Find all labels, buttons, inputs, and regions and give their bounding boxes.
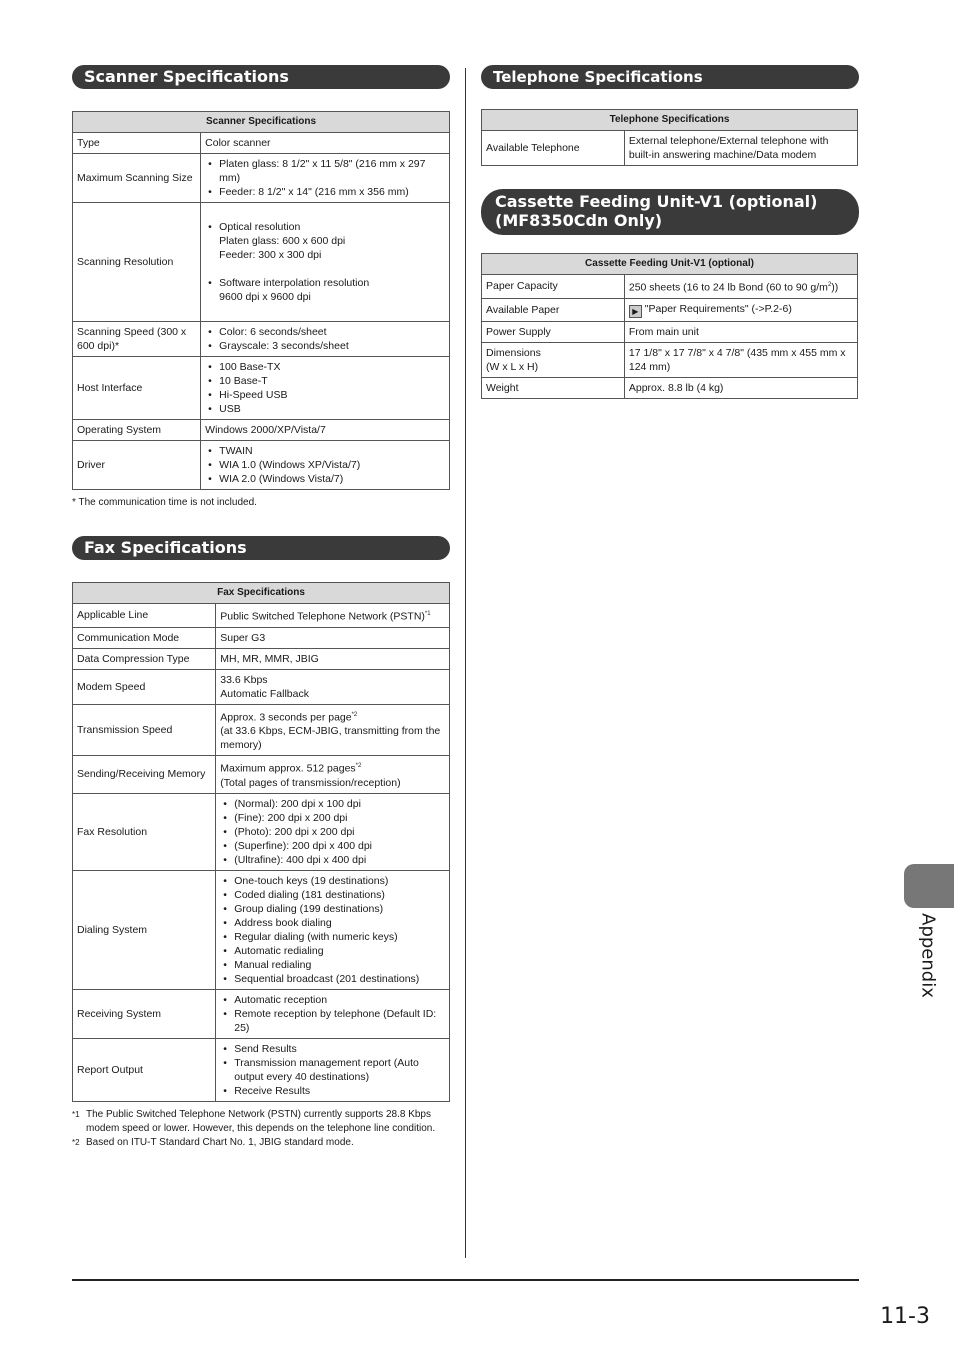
- row-label: Dimensions (W x L x H): [482, 342, 625, 377]
- list-item: • USB: [219, 402, 445, 416]
- row-value: [624, 298, 857, 321]
- footnote-mark: *2: [72, 1137, 80, 1147]
- row-label: Applicable Line: [73, 604, 216, 628]
- list-item: • Color: 6 seconds/sheet: [219, 325, 445, 339]
- table-row: [73, 203, 450, 322]
- footnote-ref: *2: [351, 711, 358, 718]
- cassette-heading: Cassette Feeding Unit-V1 (optional) (MF8350Cdn Only): [481, 189, 859, 235]
- row-label: Available Paper: [482, 298, 625, 321]
- footnote-ref: *2: [355, 763, 362, 769]
- table-row: [482, 275, 858, 299]
- list-item: • Manual redialing: [234, 958, 445, 972]
- table-row: [73, 756, 450, 794]
- value-text: Approx. 3 seconds per page: [220, 711, 352, 723]
- table-row: [73, 441, 450, 490]
- list-item: • (Normal): 200 dpi x 100 dpi: [234, 797, 445, 811]
- row-value: From main unit: [624, 321, 857, 342]
- table-row: [482, 377, 858, 398]
- list-item: • Regular dialing (with numeric keys): [234, 930, 445, 944]
- list-item: • TWAIN: [219, 444, 445, 458]
- row-label: Driver: [73, 441, 201, 490]
- row-value: 33.6 Kbps Automatic Fallback: [216, 669, 450, 704]
- row-label: Host Interface: [73, 357, 201, 420]
- row-label: Sending/Receiving Memory: [73, 756, 216, 794]
- list-item: • 100 Base-TX: [219, 360, 445, 374]
- table-row: [73, 322, 450, 357]
- cassette-table: [481, 253, 858, 399]
- list-item: • (Fine): 200 dpi x 200 dpi: [234, 811, 445, 825]
- table-row: [482, 342, 858, 377]
- list-item: • Automatic redialing: [234, 944, 445, 958]
- list-item: • Grayscale: 3 seconds/sheet: [219, 339, 445, 353]
- row-value: 17 1/8" x 17 7/8" x 4 7/8" (435 mm x 455 mm x 124 mm): [624, 342, 857, 377]
- row-value: [216, 604, 450, 628]
- scanner-table: [72, 111, 450, 490]
- row-label: Power Supply: [482, 321, 625, 342]
- row-label: Communication Mode: [73, 627, 216, 648]
- table-row: [482, 321, 858, 342]
- fax-table: [72, 582, 450, 1102]
- table-row: [73, 669, 450, 704]
- row-label: Scanning Speed (300 x 600 dpi)*: [73, 322, 201, 357]
- row-label: Report Output: [73, 1038, 216, 1101]
- table-row: [73, 989, 450, 1038]
- table-row: [73, 648, 450, 669]
- footer-rule: [72, 1279, 859, 1281]
- row-value: Windows 2000/XP/Vista/7: [201, 420, 450, 441]
- scanner-table-title: Scanner Specifications: [73, 112, 450, 133]
- table-row: [482, 131, 858, 166]
- list-item: • Transmission management report (Auto output every 40 destinations): [234, 1056, 445, 1084]
- row-label: Dialing System: [73, 870, 216, 989]
- row-label: Weight: [482, 377, 625, 398]
- row-value: [216, 704, 450, 756]
- row-label: Modem Speed: [73, 669, 216, 704]
- row-value: Super G3: [216, 627, 450, 648]
- table-row: [73, 420, 450, 441]
- list-item: • Address book dialing: [234, 916, 445, 930]
- list-item: • Platen glass: 8 1/2" x 11 5/8" (216 mm x 297 mm): [219, 157, 445, 185]
- footnote-ref: *1: [424, 611, 431, 617]
- list-item: • Send Results: [234, 1042, 445, 1056]
- row-value: Approx. 8.8 lb (4 kg): [624, 377, 857, 398]
- table-row: [73, 870, 450, 989]
- list-item: • (Ultrafine): 400 dpi x 400 dpi: [234, 853, 445, 867]
- list-item: • Software interpolation resolution 9600 dpi x 9600 dpi: [219, 276, 445, 304]
- scanner-heading: Scanner Specifications: [72, 65, 450, 89]
- row-label: Maximum Scanning Size: [73, 154, 201, 203]
- list-item: • Coded dialing (181 destinations): [234, 888, 445, 902]
- row-label: Operating System: [73, 420, 201, 441]
- row-label: Available Telephone: [482, 131, 625, 166]
- left-column: [72, 65, 450, 1150]
- superscript: 2: [827, 282, 832, 288]
- row-label: Data Compression Type: [73, 648, 216, 669]
- link-arrow-icon: ▶: [629, 305, 642, 318]
- list-item: • (Photo): 200 dpi x 200 dpi: [234, 825, 445, 839]
- table-row: [482, 298, 858, 321]
- table-row: [73, 133, 450, 154]
- list-item: • Feeder: 8 1/2" x 14" (216 mm x 356 mm): [219, 185, 445, 199]
- value-text: (Total pages of transmission/reception): [220, 776, 401, 789]
- table-row: [73, 357, 450, 420]
- fax-footnote: [72, 1108, 450, 1136]
- list-item: • Group dialing (199 destinations): [234, 902, 445, 916]
- table-row: [73, 154, 450, 203]
- value-text: 250 sheets (16 to 24 lb Bond (60 to 90 g/m: [628, 281, 828, 294]
- row-value: MH, MR, MMR, JBIG: [216, 648, 450, 669]
- row-value: Color scanner: [201, 133, 450, 154]
- row-label: Receiving System: [73, 989, 216, 1038]
- cross-reference-link[interactable]: "Paper Requirements" (->P.2-6): [644, 302, 792, 315]
- list-item: • Automatic reception: [234, 993, 445, 1007]
- telephone-table: [481, 109, 858, 166]
- table-row: [73, 793, 450, 870]
- appendix-tab-label: Appendix: [917, 913, 939, 998]
- row-label: Scanning Resolution: [73, 203, 201, 322]
- row-value: [624, 275, 857, 299]
- table-row: [73, 604, 450, 628]
- list-item: • Receive Results: [234, 1084, 445, 1098]
- list-item: • Optical resolution Platen glass: 600 x 600 dpi Feeder: 300 x 300 dpi: [219, 220, 445, 262]
- list-item: • 10 Base-T: [219, 374, 445, 388]
- cassette-table-title: Cassette Feeding Unit-V1 (optional): [482, 254, 858, 275]
- page-number: 11-3: [880, 1304, 930, 1329]
- telephone-table-title: Telephone Specifications: [482, 110, 858, 131]
- telephone-heading: Telephone Specifications: [481, 65, 859, 89]
- scanner-footnote: * The communication time is not included.: [72, 497, 257, 508]
- row-label: Fax Resolution: [73, 793, 216, 870]
- row-label: Transmission Speed: [73, 704, 216, 756]
- row-label: Paper Capacity: [482, 275, 625, 299]
- list-item: • One-touch keys (19 destinations): [234, 874, 445, 888]
- footnote-mark: *1: [72, 1109, 80, 1119]
- list-item: • WIA 2.0 (Windows Vista/7): [219, 472, 445, 486]
- row-value: [216, 756, 450, 794]
- list-item: • WIA 1.0 (Windows XP/Vista/7): [219, 458, 445, 472]
- footnote-text: Based on ITU-T Standard Chart No. 1, JBIG standard mode.: [86, 1136, 354, 1148]
- table-row: [73, 1038, 450, 1101]
- row-value: External telephone/External telephone with built-in answering machine/Data modem: [624, 131, 857, 166]
- fax-table-title: Fax Specifications: [73, 583, 450, 604]
- value-text: Maximum approx. 512 pages: [220, 762, 356, 775]
- table-row: [73, 704, 450, 756]
- column-divider: [465, 68, 466, 1258]
- fax-heading: Fax Specifications: [72, 536, 450, 560]
- right-column: [481, 65, 859, 399]
- value-text: Public Switched Telephone Network (PSTN): [220, 610, 425, 623]
- list-item: • Sequential broadcast (201 destinations): [234, 972, 445, 986]
- appendix-tab[interactable]: [904, 864, 954, 908]
- table-row: [73, 627, 450, 648]
- value-text: )): [831, 281, 839, 294]
- footnote-text: The Public Switched Telephone Network (PSTN) currently supports 28.8 Kbps modem speed or lower. However, this depends on the telephone line condition.: [86, 1108, 436, 1134]
- list-item: • (Superfine): 200 dpi x 400 dpi: [234, 839, 445, 853]
- list-item: • Hi-Speed USB: [219, 388, 445, 402]
- list-item: • Remote reception by telephone (Default ID: 25): [234, 1007, 445, 1035]
- row-label: Type: [73, 133, 201, 154]
- value-text: (at 33.6 Kbps, ECM-JBIG, transmitting from the memory): [220, 725, 441, 751]
- fax-footnote: [72, 1136, 450, 1150]
